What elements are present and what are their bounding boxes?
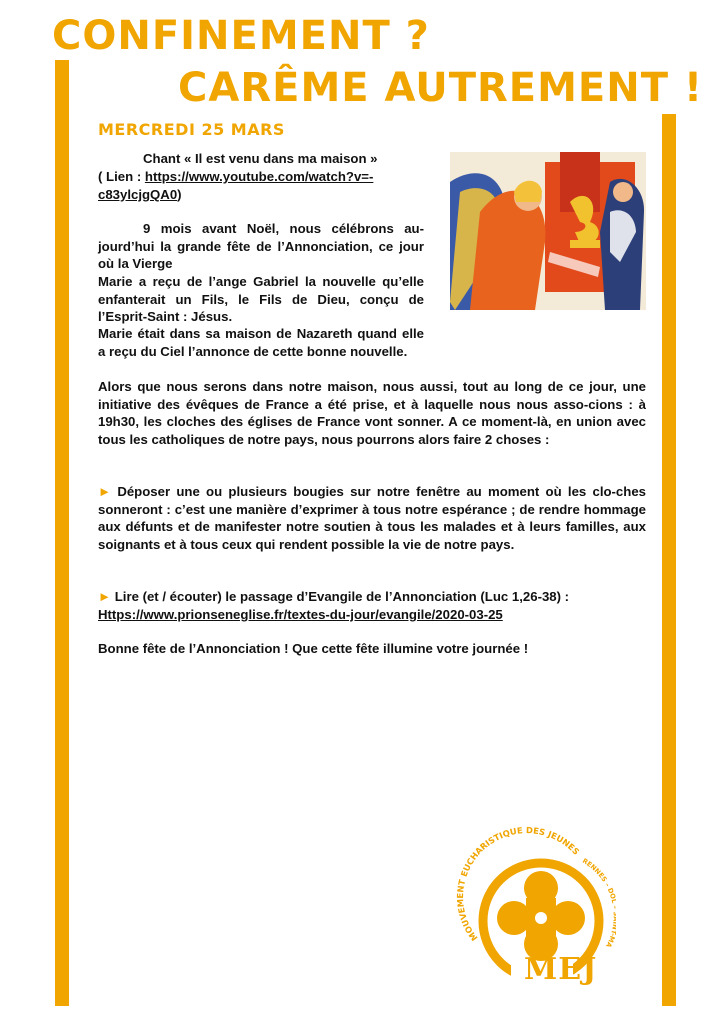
- paragraph-nazareth: Marie était dans sa maison de Nazareth quand elle a reçu du Ciel l’annonce de cette bonne nouvelle.: [98, 326, 424, 359]
- date-heading: MERCREDI 25 MARS: [98, 120, 285, 139]
- right-accent-bar: [662, 114, 676, 1006]
- left-accent-bar: [55, 60, 69, 1006]
- chant-link-line-2: [98, 186, 428, 204]
- paragraph-initiative: Alors que nous serons dans notre maison, nous aussi, tout au long de ce jour, une initiative des évêques de France a été prise, et à laquelle nous nous asso-cions : à 19h30, les cloches des églises de France vont sonner. A ce moment-là, en union avec tous les catholiques de notre pays, nous pourrons alors faire 2 choses :: [98, 379, 646, 447]
- lien-prefix: ( Lien :: [98, 169, 145, 184]
- bullet-candles: [98, 483, 646, 553]
- annunciation-painting: [450, 152, 646, 310]
- link-close: ): [177, 187, 182, 202]
- logo-arc-text: MOUVEMENT EUCHARISTIQUE DES JEUNES: [456, 826, 582, 943]
- youtube-link-continued[interactable]: c83ylcjgQA0: [98, 187, 178, 202]
- title-line-1: CONFINEMENT ?: [52, 13, 430, 59]
- logo-diocese-text: RENNES – D MA: [580, 856, 616, 949]
- arrow-icon: ►: [98, 484, 112, 499]
- closing-line: Bonne fête de l’Annonciation ! Que cette fête illumine votre journée !: [98, 641, 529, 656]
- bullet-gospel-text: Lire (et / écouter) le passage d’Evangile de l’Annonciation (Luc 1,26-38) :: [111, 589, 570, 604]
- paragraph-marie: Marie a reçu de l’ange Gabriel la nouvelle qu’elle enfanterait un Fils, le Fils de Dieu, conçu de l’Esprit-Saint : Jésus.: [98, 274, 424, 324]
- chant-title: Chant « Il est venu dans ma maison »: [143, 151, 378, 166]
- bullet-candles-text: Déposer une ou plusieurs bougies sur notre fenêtre au moment où les clo-ches sonneront : c’est une manière d’exprimer à tous notre espérance ; de rendre hommage aux défunts et de manifester notre soutien à tous les malades et à leurs familles, aux soignants et à tous ceux qui rendent possible la vie de notre pays.: [98, 484, 646, 552]
- chant-link-line: [98, 168, 428, 186]
- arrow-icon: ►: [98, 589, 112, 604]
- bullet-gospel: [98, 588, 646, 606]
- logo-initials: MEJ: [524, 952, 598, 987]
- paragraph-annonciation: 9 mois avant Noël, nous célébrons au-jourd’hui la grande fête de l’Annonciation, ce jour où la Vierge: [98, 221, 424, 271]
- gospel-link[interactable]: Https://www.prionseneglise.fr/textes-du-jour/evangile/2020-03-25: [98, 607, 503, 622]
- title-line-2: CARÊME AUTREMENT !: [178, 65, 704, 111]
- gospel-link-line: [98, 606, 646, 624]
- youtube-link[interactable]: https://www.youtube.com/watch?v=-: [144, 169, 374, 184]
